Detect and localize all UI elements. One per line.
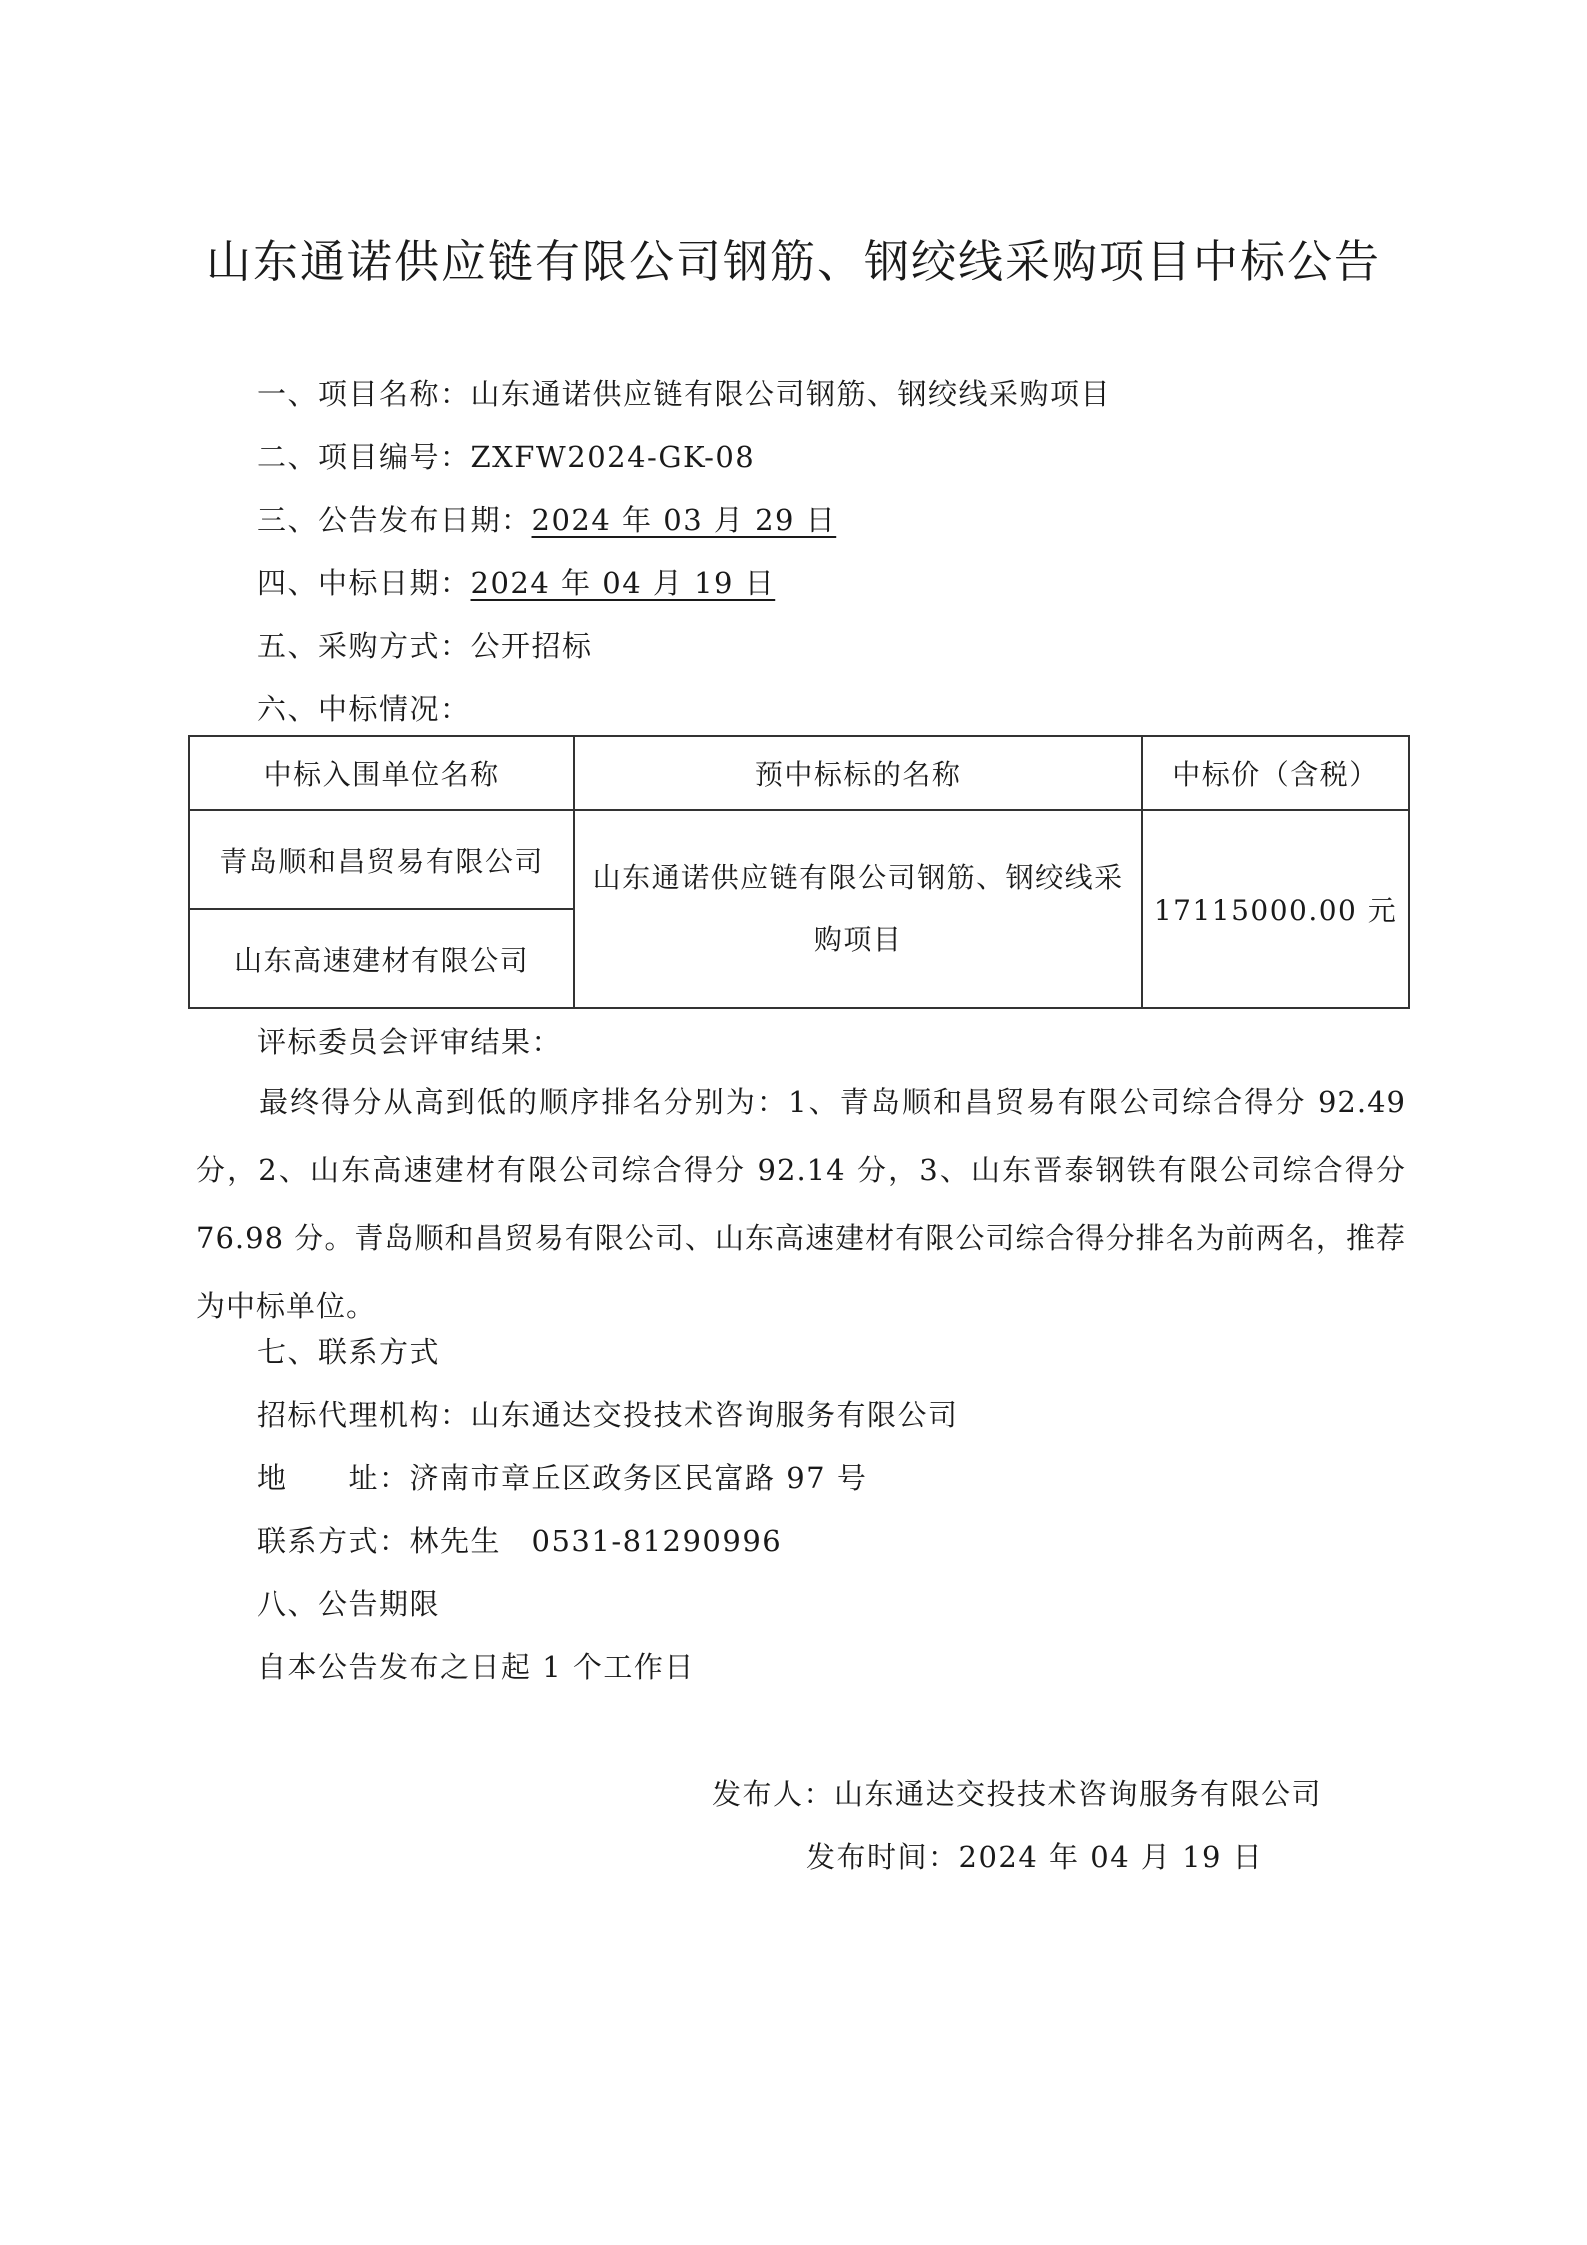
project-no-value: ZXFW2024-GK-08 [470, 440, 756, 474]
table-header: 中标价（含税） [1142, 736, 1409, 810]
table-row [189, 810, 1409, 909]
publish-date-line [257, 498, 836, 539]
review-label: 评标委员会评审结果： [257, 1025, 563, 1059]
project-no-label: 二、项目编号： [257, 440, 471, 474]
project-name-line [257, 372, 1111, 413]
publish-time-value: 2024 年 04 月 19 日 [958, 1840, 1264, 1874]
award-section-label: 六、中标情况： [257, 692, 471, 726]
agency-line [257, 1393, 959, 1434]
period-text: 自本公告发布之日起 1 个工作日 [257, 1650, 695, 1684]
publish-date-value: 2024 年 03 月 29 日 [531, 503, 837, 537]
table-header: 中标入围单位名称 [189, 736, 574, 810]
award-date-label: 四、中标日期： [257, 566, 471, 600]
winner-cell: 山东高速建材有限公司 [189, 909, 574, 1008]
phone-line [257, 1519, 782, 1560]
phone-label: 联系方式： [257, 1524, 410, 1558]
publish-time-label: 发布时间： [806, 1840, 959, 1874]
method-value: 公开招标 [470, 629, 593, 663]
address-label: 地 址： [257, 1461, 410, 1495]
phone-value: 林先生 0531-81290996 [409, 1524, 783, 1558]
review-text: 最终得分从高到低的顺序排名分别为：1、青岛顺和昌贸易有限公司综合得分 92.49 分，2、山东高速建材有限公司综合得分 92.14 分，3、山东晋泰钢铁有限公司综合得分 76.98 分。青岛顺和昌贸易有限公司、山东高速建材有限公司综合得分排名为前两名，推荐为中标单位。 [196, 1085, 1406, 1323]
address-line [257, 1456, 867, 1497]
project-name-value: 山东通诺供应链有限公司钢筋、钢绞线采购项目 [470, 377, 1112, 411]
price-cell: 17115000.00 元 [1142, 810, 1409, 1008]
publish-time-line [806, 1835, 1263, 1876]
project-no-line [257, 435, 755, 476]
publisher-label: 发布人： [712, 1777, 835, 1811]
award-table [188, 735, 1410, 1009]
method-line [257, 624, 593, 665]
table-header-row [189, 736, 1409, 810]
award-date-line [257, 561, 775, 602]
project-name-label: 一、项目名称： [257, 377, 471, 411]
method-label: 五、采购方式： [257, 629, 471, 663]
address-value: 济南市章丘区政务区民富路 97 号 [409, 1461, 868, 1495]
winner-cell: 青岛顺和昌贸易有限公司 [189, 810, 574, 909]
publisher-value: 山东通达交投技术咨询服务有限公司 [834, 1777, 1323, 1811]
publisher-line [712, 1772, 1322, 1813]
publish-date-label: 三、公告发布日期： [257, 503, 532, 537]
page-title: 山东通诺供应链有限公司钢筋、钢绞线采购项目中标公告 [205, 235, 1381, 288]
period-section: 八、公告期限 [257, 1587, 441, 1621]
subject-cell: 山东通诺供应链有限公司钢筋、钢绞线采购项目 [574, 810, 1142, 1008]
agency-label: 招标代理机构： [257, 1398, 471, 1432]
contact-section: 七、联系方式 [257, 1335, 441, 1369]
award-date-value: 2024 年 04 月 19 日 [470, 566, 776, 600]
agency-value: 山东通达交投技术咨询服务有限公司 [470, 1398, 959, 1432]
table-header: 预中标标的名称 [574, 736, 1142, 810]
